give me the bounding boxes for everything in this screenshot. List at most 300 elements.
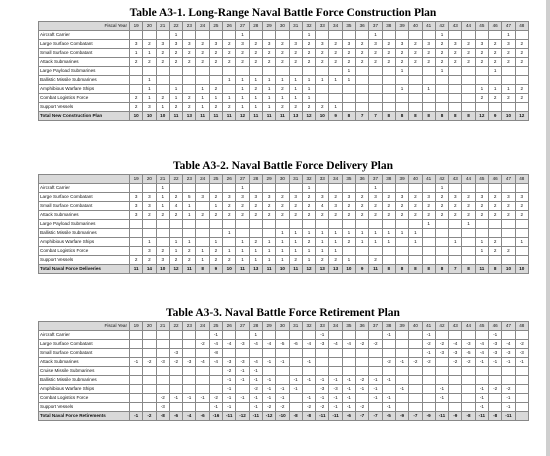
- table-cell: 1: [395, 85, 408, 94]
- table-cell: 2: [183, 58, 196, 67]
- year-header-cell: 33: [316, 175, 329, 184]
- table-row: [39, 403, 529, 412]
- table-cell: [475, 67, 488, 76]
- table-cell: [196, 376, 209, 385]
- table-cell: -1: [369, 385, 382, 394]
- table-cell: [515, 31, 528, 40]
- year-header-cell: 45: [475, 322, 488, 331]
- table-cell: 1: [249, 94, 262, 103]
- table-cell: -1: [422, 349, 435, 358]
- table-cell: -3: [183, 358, 196, 367]
- total-cell: -11: [316, 412, 329, 421]
- total-cell: 8: [422, 265, 435, 274]
- table-cell: -2: [262, 403, 275, 412]
- table-cell: 3: [249, 193, 262, 202]
- total-cell: -5: [382, 412, 395, 421]
- row-label: Aircraft Carrier: [39, 331, 130, 340]
- table-cell: [143, 403, 156, 412]
- table-row: [39, 229, 529, 238]
- year-header-cell: 43: [449, 175, 462, 184]
- table-cell: 1: [223, 247, 236, 256]
- year-header-cell: 28: [249, 22, 262, 31]
- table-cell: [409, 376, 422, 385]
- table-cell: 1: [156, 103, 169, 112]
- table-cell: -1: [316, 394, 329, 403]
- table-cell: -1: [422, 331, 435, 340]
- table-cell: -1: [489, 331, 502, 340]
- table-cell: [369, 349, 382, 358]
- table-cell: [236, 385, 249, 394]
- total-cell: 10: [156, 265, 169, 274]
- table-cell: [289, 394, 302, 403]
- total-cell: -11: [502, 412, 515, 421]
- table-cell: -1: [223, 403, 236, 412]
- table-cell: [209, 229, 222, 238]
- table-cell: 2: [289, 49, 302, 58]
- table-cell: -1: [475, 358, 488, 367]
- table-cell: 3: [262, 193, 275, 202]
- total-cell: 8: [435, 112, 448, 121]
- table-cell: [356, 394, 369, 403]
- row-label: Large Surface Combatant: [39, 340, 130, 349]
- table-cell: -4: [196, 358, 209, 367]
- table-cell: [342, 85, 355, 94]
- table-cell: [356, 256, 369, 265]
- table-cell: [422, 94, 435, 103]
- table-cell: 1: [409, 229, 422, 238]
- table-cell: 1: [329, 229, 342, 238]
- table-cell: 1: [236, 184, 249, 193]
- table-cell: [435, 376, 448, 385]
- table-cell: -2: [409, 358, 422, 367]
- table-cell: [356, 247, 369, 256]
- table-cell: 1: [276, 256, 289, 265]
- total-cell: 8: [395, 265, 408, 274]
- table-cell: 2: [316, 211, 329, 220]
- table-cell: [236, 67, 249, 76]
- table-cell: [183, 376, 196, 385]
- year-header-cell: 31: [289, 175, 302, 184]
- table-cell: 2: [183, 103, 196, 112]
- table-cell: 2: [502, 58, 515, 67]
- total-cell: -11: [223, 412, 236, 421]
- table-cell: 2: [169, 256, 182, 265]
- table-row: [39, 394, 529, 403]
- table-cell: [130, 76, 143, 85]
- table-cell: [329, 349, 342, 358]
- table-cell: 2: [489, 193, 502, 202]
- total-cell: -8: [156, 412, 169, 421]
- year-header-cell: 41: [422, 22, 435, 31]
- table-cell: [435, 331, 448, 340]
- table-cell: 1: [356, 229, 369, 238]
- table-cell: -2: [422, 358, 435, 367]
- table-cell: [183, 385, 196, 394]
- table-cell: -1: [489, 358, 502, 367]
- table-cell: 1: [289, 94, 302, 103]
- fiscal-year-label: [39, 175, 130, 184]
- table-cell: [262, 31, 275, 40]
- table-cell: [209, 220, 222, 229]
- table-cell: 2: [143, 256, 156, 265]
- table-cell: -1: [502, 358, 515, 367]
- table-cell: [462, 394, 475, 403]
- table-cell: 1: [236, 247, 249, 256]
- table-cell: [475, 184, 488, 193]
- table-cell: 1: [342, 76, 355, 85]
- table-cell: 1: [169, 85, 182, 94]
- table-cell: -1: [130, 358, 143, 367]
- table-cell: 3: [130, 40, 143, 49]
- total-cell: 14: [143, 265, 156, 274]
- table-cell: [356, 184, 369, 193]
- table-cell: 2: [409, 49, 422, 58]
- table-cell: [422, 76, 435, 85]
- table-cell: 1: [196, 94, 209, 103]
- total-cell: -9: [395, 412, 408, 421]
- year-header-cell: 26: [223, 22, 236, 31]
- table-cell: [475, 103, 488, 112]
- table-cell: 1: [156, 202, 169, 211]
- table-cell: [156, 229, 169, 238]
- header-row: [39, 175, 529, 184]
- table-cell: 2: [449, 49, 462, 58]
- table-cell: 2: [395, 211, 408, 220]
- table-cell: [249, 229, 262, 238]
- table-cell: [130, 367, 143, 376]
- table-cell: [462, 238, 475, 247]
- table-cell: 2: [130, 103, 143, 112]
- table-cell: [475, 376, 488, 385]
- year-header-cell: 35: [342, 175, 355, 184]
- table-cell: [395, 367, 408, 376]
- table-cell: [130, 385, 143, 394]
- table-cell: -3: [169, 349, 182, 358]
- total-row: [39, 265, 529, 274]
- table-cell: 1: [435, 31, 448, 40]
- row-label: Combat Logistics Force: [39, 247, 130, 256]
- table-cell: [196, 220, 209, 229]
- table-cell: -1: [236, 394, 249, 403]
- table-cell: -2: [449, 358, 462, 367]
- retirement-plan-table: [38, 321, 529, 421]
- table-cell: 2: [395, 202, 408, 211]
- table-cell: -4: [329, 340, 342, 349]
- year-header-cell: 36: [356, 22, 369, 31]
- table-cell: -5: [276, 340, 289, 349]
- table-cell: 1: [329, 76, 342, 85]
- table-cell: 2: [130, 58, 143, 67]
- table-cell: 2: [356, 193, 369, 202]
- table-cell: [356, 103, 369, 112]
- table-cell: [515, 367, 528, 376]
- table-cell: -1: [183, 394, 196, 403]
- year-header-cell: 19: [130, 322, 143, 331]
- table-cell: -4: [262, 340, 275, 349]
- table-cell: 2: [395, 49, 408, 58]
- year-header-cell: 48: [515, 175, 528, 184]
- table-cell: [262, 229, 275, 238]
- table-cell: 1: [316, 229, 329, 238]
- row-label: Amphibious Warfare Ships: [39, 238, 130, 247]
- table-cell: [409, 340, 422, 349]
- table-cell: 2: [289, 103, 302, 112]
- table-cell: -4: [475, 349, 488, 358]
- table-cell: 2: [143, 58, 156, 67]
- table-cell: -8: [209, 349, 222, 358]
- table-cell: -3: [449, 349, 462, 358]
- table-cell: [515, 403, 528, 412]
- year-header-cell: 31: [289, 22, 302, 31]
- table-cell: [169, 367, 182, 376]
- table-cell: [342, 103, 355, 112]
- table-row: [39, 40, 529, 49]
- table-cell: -1: [356, 385, 369, 394]
- table-cell: [489, 367, 502, 376]
- table-cell: -1: [342, 394, 355, 403]
- year-header-cell: 46: [489, 22, 502, 31]
- table-row: [39, 94, 529, 103]
- year-header-cell: 46: [489, 322, 502, 331]
- table-cell: 1: [302, 85, 315, 94]
- table-cell: 2: [502, 247, 515, 256]
- table-cell: 2: [209, 211, 222, 220]
- table-cell: 1: [475, 85, 488, 94]
- total-cell: 12: [302, 112, 315, 121]
- table-cell: 2: [449, 211, 462, 220]
- table-cell: -1: [342, 385, 355, 394]
- table-cell: [449, 85, 462, 94]
- year-header-cell: 43: [449, 322, 462, 331]
- table-cell: 1: [196, 85, 209, 94]
- total-cell: [515, 412, 528, 421]
- year-header-cell: 19: [130, 22, 143, 31]
- table-cell: 3: [143, 247, 156, 256]
- table-cell: 3: [183, 40, 196, 49]
- table-cell: 2: [156, 247, 169, 256]
- table-cell: [156, 376, 169, 385]
- table-cell: [395, 238, 408, 247]
- table-cell: [342, 331, 355, 340]
- table-cell: 1: [489, 85, 502, 94]
- table-cell: 3: [369, 40, 382, 49]
- table-cell: [515, 376, 528, 385]
- table-cell: -2: [143, 358, 156, 367]
- table-cell: [356, 76, 369, 85]
- table-cell: [262, 367, 275, 376]
- table-cell: [223, 85, 236, 94]
- table-cell: 2: [342, 49, 355, 58]
- table-cell: 1: [502, 31, 515, 40]
- table-cell: [515, 76, 528, 85]
- table-cell: [130, 229, 143, 238]
- year-header-cell: 37: [369, 175, 382, 184]
- delivery-plan-table: [38, 174, 529, 274]
- page-edge: [546, 0, 550, 456]
- table-cell: [156, 85, 169, 94]
- table-cell: [462, 103, 475, 112]
- table-cell: 1: [143, 238, 156, 247]
- table-cell: [316, 367, 329, 376]
- table-cell: 2: [409, 211, 422, 220]
- construction-plan-block: [38, 5, 528, 121]
- total-cell: 12: [236, 112, 249, 121]
- table-cell: 1: [223, 76, 236, 85]
- table-cell: [382, 256, 395, 265]
- table-cell: [302, 220, 315, 229]
- table-cell: 3: [223, 193, 236, 202]
- table-cell: [342, 349, 355, 358]
- table-cell: -1: [329, 394, 342, 403]
- table-cell: 2: [262, 49, 275, 58]
- table-cell: 3: [130, 193, 143, 202]
- table-cell: [156, 349, 169, 358]
- table-cell: [236, 331, 249, 340]
- table-cell: [236, 229, 249, 238]
- table-cell: [183, 76, 196, 85]
- table-cell: [422, 376, 435, 385]
- table-cell: -1: [262, 394, 275, 403]
- table-cell: 1: [475, 247, 488, 256]
- table-cell: 3: [143, 202, 156, 211]
- total-label: Total New Construction Plan: [39, 112, 130, 121]
- table-cell: [196, 31, 209, 40]
- table-cell: [369, 103, 382, 112]
- table-cell: -3: [489, 340, 502, 349]
- total-cell: 10: [342, 265, 355, 274]
- row-label: Attack Submarines: [39, 211, 130, 220]
- total-cell: 8: [422, 112, 435, 121]
- table-cell: [262, 67, 275, 76]
- table-cell: [130, 349, 143, 358]
- table-cell: 1: [289, 76, 302, 85]
- table-cell: [422, 103, 435, 112]
- table-cell: -2: [209, 394, 222, 403]
- table-cell: 2: [236, 202, 249, 211]
- total-cell: -9: [449, 412, 462, 421]
- table-cell: [249, 31, 262, 40]
- table-cell: [502, 376, 515, 385]
- year-header-cell: 44: [462, 175, 475, 184]
- table-cell: 2: [276, 40, 289, 49]
- year-header-cell: 32: [302, 175, 315, 184]
- table-cell: 1: [449, 238, 462, 247]
- table-cell: [143, 340, 156, 349]
- table-cell: [249, 349, 262, 358]
- table-cell: 1: [316, 247, 329, 256]
- year-header-cell: 40: [409, 22, 422, 31]
- table-cell: [369, 358, 382, 367]
- table-cell: -2: [302, 403, 315, 412]
- table-cell: [196, 367, 209, 376]
- total-cell: 12: [169, 265, 182, 274]
- table-cell: [462, 403, 475, 412]
- total-cell: 8: [449, 112, 462, 121]
- table-cell: [169, 67, 182, 76]
- table-cell: -1: [395, 385, 408, 394]
- year-header-cell: 47: [502, 322, 515, 331]
- table-cell: [223, 220, 236, 229]
- table-cell: [223, 184, 236, 193]
- row-label: Support Vessels: [39, 256, 130, 265]
- table-cell: [223, 238, 236, 247]
- total-cell: 13: [316, 265, 329, 274]
- table-cell: 2: [462, 49, 475, 58]
- table-cell: 2: [435, 202, 448, 211]
- table-cell: 2: [382, 211, 395, 220]
- table-cell: [209, 376, 222, 385]
- row-label: Small Surface Combatant: [39, 49, 130, 58]
- table-cell: [143, 220, 156, 229]
- total-cell: 8: [409, 112, 422, 121]
- year-header-cell: 29: [262, 22, 275, 31]
- table-cell: 1: [502, 85, 515, 94]
- table-cell: [515, 103, 528, 112]
- year-header-cell: 47: [502, 22, 515, 31]
- table-row: [39, 193, 529, 202]
- total-cell: 8: [342, 112, 355, 121]
- table-cell: 1: [262, 103, 275, 112]
- table-cell: 1: [409, 238, 422, 247]
- total-cell: 8: [462, 112, 475, 121]
- table-cell: [475, 331, 488, 340]
- table-cell: 2: [342, 58, 355, 67]
- table-cell: [409, 256, 422, 265]
- table-cell: [489, 184, 502, 193]
- table-cell: [143, 67, 156, 76]
- table-cell: [409, 331, 422, 340]
- table-cell: 1: [236, 256, 249, 265]
- year-header-cell: 23: [183, 175, 196, 184]
- total-cell: 11: [249, 112, 262, 121]
- table-cell: -1: [302, 394, 315, 403]
- table-cell: 1: [143, 85, 156, 94]
- table-cell: [462, 331, 475, 340]
- table-cell: -3: [329, 385, 342, 394]
- table-cell: [183, 85, 196, 94]
- table-cell: [130, 67, 143, 76]
- table-cell: -1: [382, 403, 395, 412]
- row-label: Ballistic Missile Submarines: [39, 376, 130, 385]
- table-cell: -3: [236, 358, 249, 367]
- table-cell: [502, 238, 515, 247]
- total-cell: -12: [236, 412, 249, 421]
- table-cell: -1: [249, 394, 262, 403]
- table-cell: 3: [316, 193, 329, 202]
- year-header-cell: 25: [209, 22, 222, 31]
- table-cell: [369, 367, 382, 376]
- table-cell: [382, 385, 395, 394]
- table-cell: 1: [262, 256, 275, 265]
- table-cell: -1: [276, 394, 289, 403]
- total-cell: -11: [329, 412, 342, 421]
- total-cell: -11: [475, 412, 488, 421]
- total-cell: -6: [196, 412, 209, 421]
- table-cell: 2: [249, 49, 262, 58]
- table-cell: [329, 85, 342, 94]
- table-cell: [183, 184, 196, 193]
- table-cell: [449, 247, 462, 256]
- table-cell: 1: [262, 85, 275, 94]
- year-header-cell: 45: [475, 175, 488, 184]
- table-cell: 3: [329, 202, 342, 211]
- table-cell: [236, 220, 249, 229]
- total-cell: -1: [130, 412, 143, 421]
- table-cell: [143, 349, 156, 358]
- total-cell: -7: [369, 412, 382, 421]
- total-cell: 11: [130, 265, 143, 274]
- row-label: Attack Submarines: [39, 358, 130, 367]
